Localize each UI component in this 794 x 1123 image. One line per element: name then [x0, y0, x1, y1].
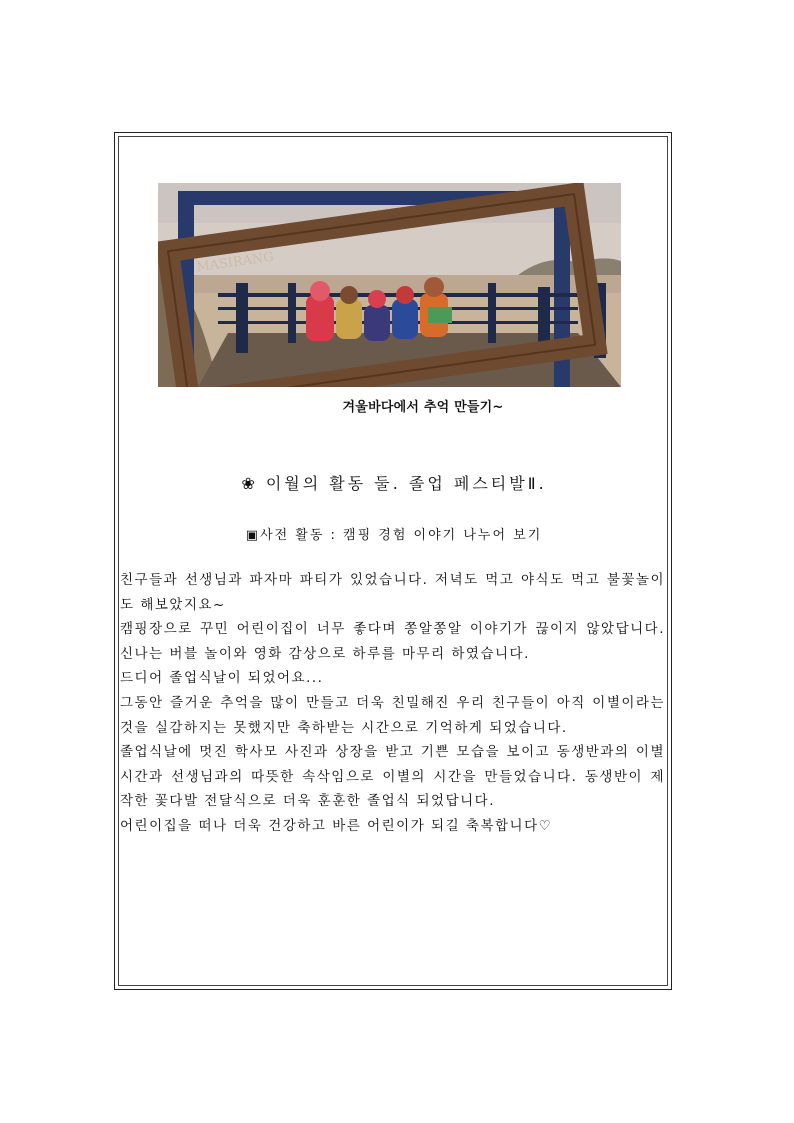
paragraph: 친구들과 선생님과 파자마 파티가 있었습니다. 저녁도 먹고 야식도 먹고 불꽃놀이도 해보았지요~ [120, 572, 665, 613]
paragraph: 드디어 졸업식날이 되었어요... [120, 670, 324, 687]
subtitle [120, 524, 668, 543]
activity-photo [158, 183, 621, 387]
paragraph: 캠핑장으로 꾸민 어린이집이 너무 좋다며 쫑알쫑알 이야기가 끊이지 않았답니다. 신나는 버블 놀이와 영화 감상으로 하루를 마무리 하였습니다. [120, 621, 665, 662]
section-title-text: 이월의 활동 둘. 졸업 페스티발Ⅱ. [265, 474, 547, 493]
body-text [120, 568, 665, 839]
paragraph: 그동안 즐거운 추억을 많이 만들고 더욱 친밀해진 우리 친구들이 아직 이별이라는 것을 실감하지는 못했지만 축하받는 시간으로 기억하게 되었습니다. [120, 694, 665, 736]
svg-text:MASIRANG: MASIRANG [195, 249, 275, 276]
flower-bullet-icon: ❀ [241, 474, 258, 493]
paragraph: 졸업식날에 멋진 학사모 사진과 상장을 받고 기쁜 모습을 보이고 동생반과의 이별 시간과 선생님과의 따뜻한 속삭임으로 이별의 시간을 만들었습니다. 동생반이 제작한 꽃다발 전달식으로 더욱 훈훈한 졸업식 되었답니다. [120, 744, 665, 810]
subtitle-text: 사전 활동 : 캠핑 경험 이야기 나누어 보기 [260, 528, 543, 543]
paragraph: 어린이집을 떠나 더욱 건강하고 바른 어린이가 되길 축복합니다♡ [120, 817, 553, 834]
photo-caption: 겨울바다에서 추억 만들기~ [342, 400, 504, 415]
section-title [120, 471, 668, 494]
boxed-square-icon: ▣ [245, 528, 261, 543]
